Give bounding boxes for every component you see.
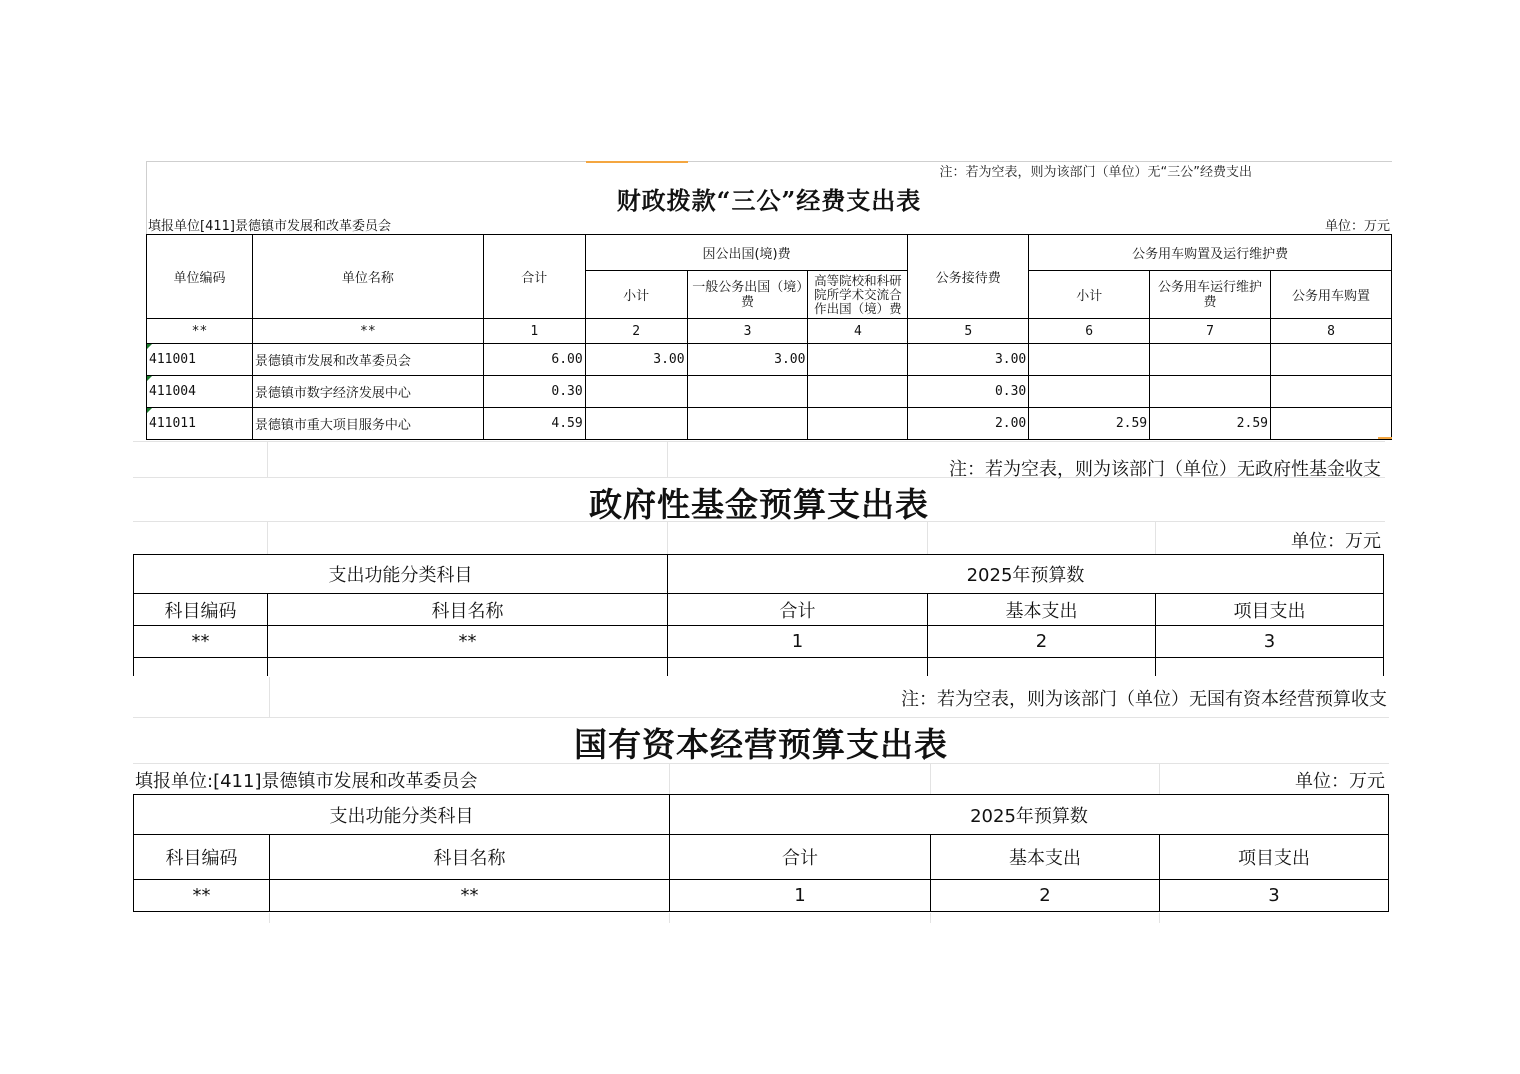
- header-abroad-subtotal: 小计: [585, 271, 687, 319]
- gridline: [669, 763, 670, 794]
- fill-unit-label: 填报单位:[411]景德镇市发展和改革委员会: [135, 771, 478, 792]
- index-row: [147, 319, 1392, 344]
- table-title: 国有资本经营预算支出表: [574, 725, 948, 764]
- index-cell: **: [147, 319, 253, 344]
- header-vehicle-subtotal: 小计: [1029, 271, 1150, 319]
- index-cell: 2: [585, 319, 687, 344]
- header-reception: 公务接待费: [908, 235, 1029, 319]
- abroad-general-cell[interactable]: [687, 376, 808, 408]
- abroad-subtotal-cell[interactable]: [585, 376, 687, 408]
- index-cell: **: [134, 880, 270, 912]
- index-cell: 1: [668, 626, 928, 658]
- vehicle-running-cell[interactable]: [1150, 376, 1271, 408]
- index-cell: 7: [1150, 319, 1271, 344]
- table-row: [147, 408, 1392, 440]
- unit-label: 单位：万元: [1291, 531, 1381, 552]
- table-title: 政府性基金预算支出表: [589, 485, 929, 524]
- index-cell: 2: [928, 626, 1156, 658]
- header-vehicle-purchase: 公务用车购置: [1270, 271, 1391, 319]
- header-code: 科目编码: [134, 835, 270, 880]
- empty-cell[interactable]: [1156, 658, 1384, 676]
- state-capital-table-section: [133, 677, 1389, 925]
- unit-code-cell[interactable]: 411004: [147, 376, 253, 408]
- header-vehicle-group: 公务用车购置及运行维护费: [1029, 235, 1392, 271]
- empty-cell[interactable]: [134, 658, 268, 676]
- gridline: [267, 441, 268, 477]
- gridline: [667, 441, 668, 477]
- empty-cell[interactable]: [268, 658, 668, 676]
- header-unit-name: 单位名称: [252, 235, 483, 319]
- header-basic: 基本支出: [928, 594, 1156, 626]
- selection-edge-marker: [1378, 437, 1392, 439]
- unit-name-cell[interactable]: 景德镇市发展和改革委员会: [252, 344, 483, 376]
- gridline: [133, 441, 1385, 442]
- header-total: 合计: [668, 594, 928, 626]
- reception-cell[interactable]: 2.00: [908, 408, 1029, 440]
- index-cell: 1: [670, 880, 931, 912]
- vehicle-subtotal-cell[interactable]: 2.59: [1029, 408, 1150, 440]
- state-capital-table: [133, 794, 1389, 912]
- index-row: [134, 626, 1384, 658]
- abroad-academic-cell[interactable]: [808, 408, 908, 440]
- header-abroad-academic: 高等院校和科研院所学术交流合作出国（境）费: [808, 271, 908, 319]
- vehicle-purchase-cell[interactable]: [1270, 376, 1391, 408]
- header-total: 合计: [483, 235, 585, 319]
- unit-label: 单位：万元: [1295, 771, 1385, 792]
- vehicle-subtotal-cell[interactable]: [1029, 376, 1150, 408]
- total-cell[interactable]: 0.30: [483, 376, 585, 408]
- header-code: 科目编码: [134, 594, 268, 626]
- total-cell[interactable]: 4.59: [483, 408, 585, 440]
- abroad-subtotal-cell[interactable]: 3.00: [585, 344, 687, 376]
- gridline: [269, 913, 270, 923]
- unit-label: 单位：万元: [1324, 219, 1390, 234]
- header-total: 合计: [670, 835, 931, 880]
- vehicle-purchase-cell[interactable]: [1270, 408, 1391, 440]
- index-cell: 3: [687, 319, 808, 344]
- index-cell: 2: [931, 880, 1160, 912]
- vehicle-running-cell[interactable]: 2.59: [1150, 408, 1271, 440]
- abroad-subtotal-cell[interactable]: [585, 408, 687, 440]
- government-fund-table: [133, 554, 1384, 676]
- empty-cell[interactable]: [928, 658, 1156, 676]
- header-project: 项目支出: [1160, 835, 1389, 880]
- empty-row: [134, 658, 1384, 676]
- index-cell: 6: [1029, 319, 1150, 344]
- gridline: [1159, 913, 1160, 923]
- header-category: 支出功能分类科目: [134, 795, 670, 835]
- header-name: 科目名称: [270, 835, 670, 880]
- header-vehicle-running: 公务用车运行维护费: [1150, 271, 1271, 319]
- index-cell: **: [252, 319, 483, 344]
- abroad-general-cell[interactable]: [687, 408, 808, 440]
- table-row: [147, 376, 1392, 408]
- abroad-academic-cell[interactable]: [808, 344, 908, 376]
- header-budget: 2025年预算数: [670, 795, 1389, 835]
- unit-code-cell[interactable]: 411001: [147, 344, 253, 376]
- index-cell: 5: [908, 319, 1029, 344]
- gridline: [930, 913, 931, 923]
- vehicle-subtotal-cell[interactable]: [1029, 344, 1150, 376]
- header-category: 支出功能分类科目: [134, 555, 668, 594]
- index-cell: 4: [808, 319, 908, 344]
- selection-edge-marker: [586, 161, 688, 163]
- header-project: 项目支出: [1156, 594, 1384, 626]
- header-abroad-general: 一般公务出国（境）费: [687, 271, 808, 319]
- abroad-academic-cell[interactable]: [808, 376, 908, 408]
- index-row: [134, 880, 1389, 912]
- gridline: [930, 763, 931, 794]
- index-cell: **: [270, 880, 670, 912]
- unit-name-cell[interactable]: 景德镇市重大项目服务中心: [252, 408, 483, 440]
- three-public-expenses-table-section: [146, 161, 1392, 439]
- header-basic: 基本支出: [931, 835, 1160, 880]
- gridline: [269, 677, 270, 717]
- index-cell: **: [134, 626, 268, 658]
- fill-unit-label: 填报单位[411]景德镇市发展和改革委员会: [148, 219, 391, 234]
- table-title: 财政拨款“三公”经费支出表: [616, 186, 922, 215]
- index-cell: 3: [1160, 880, 1389, 912]
- empty-cell[interactable]: [668, 658, 928, 676]
- abroad-general-cell[interactable]: 3.00: [687, 344, 808, 376]
- gridline: [1159, 763, 1160, 794]
- total-cell[interactable]: 6.00: [483, 344, 585, 376]
- table-row: [147, 344, 1392, 376]
- reception-cell[interactable]: 0.30: [908, 376, 1029, 408]
- index-cell: **: [268, 626, 668, 658]
- three-public-expenses-table: [146, 234, 1392, 440]
- index-cell: 3: [1156, 626, 1384, 658]
- header-abroad-group: 因公出国(境)费: [585, 235, 908, 271]
- vehicle-running-cell[interactable]: [1150, 344, 1271, 376]
- unit-code-cell[interactable]: 411011: [147, 408, 253, 440]
- header-unit-code: 单位编码: [147, 235, 253, 319]
- header-name: 科目名称: [268, 594, 668, 626]
- empty-table-note: 注：若为空表，则为该部门（单位）无“三公”经费支出: [939, 165, 1252, 180]
- empty-table-note: 注：若为空表，则为该部门（单位）无政府性基金收支: [949, 459, 1381, 480]
- government-fund-table-section: [133, 441, 1385, 677]
- header-budget: 2025年预算数: [668, 555, 1384, 594]
- reception-cell[interactable]: 3.00: [908, 344, 1029, 376]
- index-cell: 8: [1270, 319, 1391, 344]
- index-cell: 1: [483, 319, 585, 344]
- gridline: [669, 913, 670, 923]
- empty-table-note: 注：若为空表，则为该部门（单位）无国有资本经营预算收支: [901, 689, 1387, 710]
- vehicle-purchase-cell[interactable]: [1270, 344, 1391, 376]
- gridline: [133, 717, 1389, 718]
- unit-name-cell[interactable]: 景德镇市数字经济发展中心: [252, 376, 483, 408]
